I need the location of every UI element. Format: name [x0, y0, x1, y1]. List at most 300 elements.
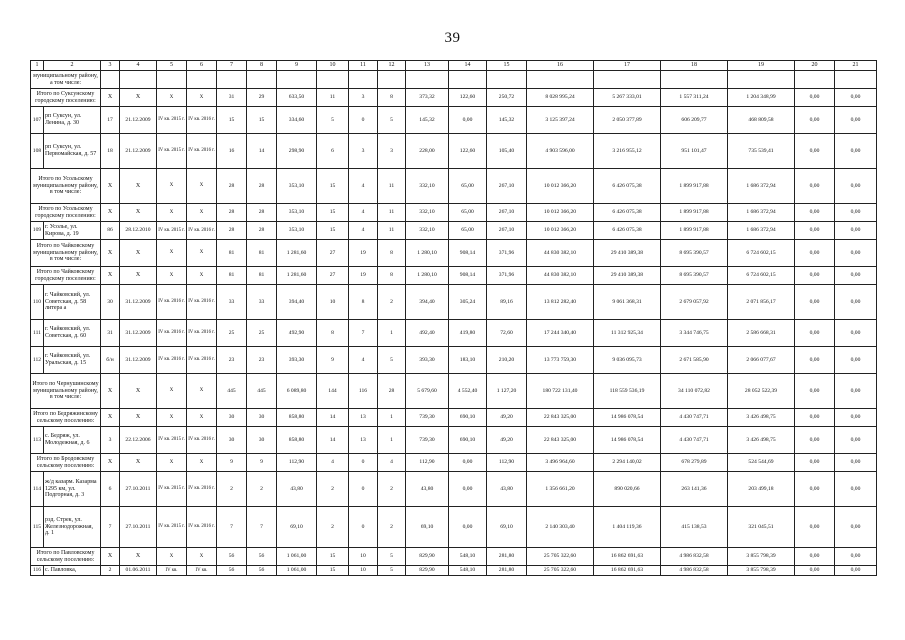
table-cell: 1 899 917,88: [661, 169, 728, 204]
column-number-15: 15: [487, 61, 527, 71]
table-cell: 8: [317, 320, 349, 347]
table-cell: 8: [378, 240, 406, 267]
table-cell: 31.12.2009: [120, 320, 157, 347]
table-cell: 14: [317, 409, 349, 427]
table-cell: 0,00: [835, 240, 877, 267]
table-cell: 735 539,41: [728, 134, 795, 169]
table-cell: 11 312 925,34: [594, 320, 661, 347]
table-cell: 25: [247, 320, 277, 347]
table-cell: 17 244 340,40: [527, 320, 594, 347]
table-cell: 0,00: [795, 134, 835, 169]
table-cell: 10: [317, 285, 349, 320]
table-cell: 10 012 366,20: [527, 222, 594, 240]
table-row: [31, 347, 877, 374]
table-cell: X: [187, 548, 217, 566]
column-number-21: 21: [835, 61, 877, 71]
row-number: 114: [31, 472, 44, 507]
table-cell: 1 899 917,88: [661, 222, 728, 240]
table-cell: 0,00: [795, 548, 835, 566]
column-number-9: 9: [277, 61, 317, 71]
table-cell: 445: [247, 374, 277, 409]
table-cell: [157, 71, 187, 89]
table-cell: 0,00: [835, 222, 877, 240]
table-cell: 332,10: [406, 169, 449, 204]
table-cell: 28: [217, 222, 247, 240]
table-cell: 8: [349, 285, 378, 320]
table-cell: 298,90: [277, 134, 317, 169]
column-number-17: 17: [594, 61, 661, 71]
table-cell: 5: [378, 347, 406, 374]
table-cell: 492,40: [406, 320, 449, 347]
table-cell: 739,30: [406, 427, 449, 454]
table-cell: [527, 71, 594, 89]
table-cell: 0: [349, 507, 378, 548]
table-cell: 4: [349, 169, 378, 204]
table-cell: 1: [378, 320, 406, 347]
table-cell: 0,00: [795, 240, 835, 267]
table-cell: X: [157, 409, 187, 427]
table-cell: 4 430 747,71: [661, 427, 728, 454]
column-number-11: 11: [349, 61, 378, 71]
address-cell: г. Чайковский, ул. Уральская, д. 15: [44, 347, 101, 374]
summary-label: Итого по Усольскому городскому поселению:: [31, 204, 101, 222]
summary-row: [31, 89, 877, 107]
table-cell: X: [120, 374, 157, 409]
column-number-8: 8: [247, 61, 277, 71]
table-cell: 56: [217, 548, 247, 566]
table-cell: 116: [349, 374, 378, 409]
table-cell: 0,00: [835, 566, 877, 576]
table-cell: IV кв. 2016 г.: [187, 222, 217, 240]
table-cell: 373,32: [406, 89, 449, 107]
table-cell: 890 020,66: [594, 472, 661, 507]
table-cell: 524 544,69: [728, 454, 795, 472]
table-cell: 81: [247, 240, 277, 267]
table-cell: 122,60: [449, 89, 487, 107]
table-cell: IV кв. 2015 г.: [157, 427, 187, 454]
table-cell: X: [157, 548, 187, 566]
table-cell: 858,80: [277, 409, 317, 427]
table-cell: IV кв. 2016 г.: [157, 347, 187, 374]
table-cell: 394,40: [406, 285, 449, 320]
table-cell: 0,00: [835, 134, 877, 169]
table-cell: 8 695 390,57: [661, 240, 728, 267]
table-cell: 2: [217, 472, 247, 507]
table-cell: 11: [317, 89, 349, 107]
table-cell: 17: [101, 107, 120, 134]
table-cell: X: [187, 169, 217, 204]
table-cell: 0,00: [795, 472, 835, 507]
table-cell: IV кв. 2016 г.: [187, 507, 217, 548]
table-cell: 0,00: [449, 472, 487, 507]
table-cell: 30: [247, 427, 277, 454]
summary-label: Итого по Усольскому муниципальному району, в том числе:: [31, 169, 101, 204]
table-cell: 250,72: [487, 89, 527, 107]
table-cell: 65,00: [449, 204, 487, 222]
table-cell: 69,10: [277, 507, 317, 548]
table-cell: 1 686 372,94: [728, 169, 795, 204]
table-row: [31, 427, 877, 454]
table-cell: 44 830 382,10: [527, 267, 594, 285]
table-cell: 0,00: [795, 507, 835, 548]
table-cell: 858,80: [277, 427, 317, 454]
table-cell: 678 279,89: [661, 454, 728, 472]
table-cell: IV кв. 2016 г.: [187, 134, 217, 169]
table-cell: 29: [247, 89, 277, 107]
table-cell: [349, 71, 378, 89]
table-cell: IV кв. 2015 г.: [157, 472, 187, 507]
table-cell: 2: [317, 507, 349, 548]
address-cell: рп Суксун, ул. Первомайская, д. 57: [44, 134, 101, 169]
table-cell: [317, 71, 349, 89]
column-number-18: 18: [661, 61, 728, 71]
table-cell: [661, 71, 728, 89]
table-cell: 29 410 389,38: [594, 240, 661, 267]
row-number: 113: [31, 427, 44, 454]
table-cell: 0,00: [835, 548, 877, 566]
table-cell: 1 281,60: [277, 267, 317, 285]
table-cell: 10 012 366,20: [527, 169, 594, 204]
table-cell: 1 404 119,36: [594, 507, 661, 548]
table-cell: 3: [101, 427, 120, 454]
table-cell: 49,20: [487, 427, 527, 454]
table-cell: 1 356 661,20: [527, 472, 594, 507]
table-cell: 445: [217, 374, 247, 409]
table-cell: 15: [247, 107, 277, 134]
table-cell: 0,00: [795, 454, 835, 472]
table-cell: 16: [217, 134, 247, 169]
table-cell: 7: [217, 507, 247, 548]
table-cell: 1 280,10: [406, 267, 449, 285]
column-number-1: 1: [31, 61, 44, 71]
table-cell: 739,30: [406, 409, 449, 427]
table-cell: 11: [378, 169, 406, 204]
table-cell: IV кв. 2015 г.: [157, 222, 187, 240]
address-cell: г. Чайковский, ул. Советская, д. 58 литера а: [44, 285, 101, 320]
table-cell: 56: [217, 566, 247, 576]
table-cell: X: [101, 240, 120, 267]
table-cell: 267,10: [487, 169, 527, 204]
table-cell: 5: [317, 107, 349, 134]
table-cell: 112,90: [487, 454, 527, 472]
table-cell: 29 410 389,38: [594, 267, 661, 285]
table-cell: 13: [349, 427, 378, 454]
table-cell: 81: [247, 267, 277, 285]
table-cell: IV кв. 2016 г.: [187, 427, 217, 454]
table-cell: 0,00: [795, 409, 835, 427]
table-cell: [247, 71, 277, 89]
table-cell: 0,00: [835, 454, 877, 472]
column-number-5: 5: [157, 61, 187, 71]
table-cell: 8 028 995,24: [527, 89, 594, 107]
housing-program-table: [30, 60, 877, 576]
table-cell: 548,10: [449, 566, 487, 576]
table-cell: 180 722 131,40: [527, 374, 594, 409]
table-cell: 30: [217, 409, 247, 427]
table-cell: IV кв. 2015 г.: [157, 107, 187, 134]
table-cell: 3 426 498,75: [728, 427, 795, 454]
table-cell: 9 061 368,31: [594, 285, 661, 320]
table-cell: 0: [349, 454, 378, 472]
table-cell: 25: [217, 320, 247, 347]
table-cell: 0,00: [795, 107, 835, 134]
table-cell: 11: [378, 222, 406, 240]
table-cell: 3 426 498,75: [728, 409, 795, 427]
table-cell: [406, 71, 449, 89]
table-cell: 0,00: [835, 409, 877, 427]
table-cell: 31: [217, 89, 247, 107]
table-cell: 5: [378, 548, 406, 566]
table-cell: 371,96: [487, 240, 527, 267]
table-cell: 1 686 372,94: [728, 222, 795, 240]
table-cell: 4 552,40: [449, 374, 487, 409]
table-cell: 334,60: [277, 107, 317, 134]
table-cell: 4 986 832,58: [661, 566, 728, 576]
table-cell: 8: [378, 89, 406, 107]
table-cell: 30: [217, 427, 247, 454]
table-cell: X: [101, 374, 120, 409]
table-cell: 9: [217, 454, 247, 472]
table-cell: 606 209,77: [661, 107, 728, 134]
table-cell: 0,00: [449, 454, 487, 472]
table-cell: 4 903 596,00: [527, 134, 594, 169]
table-cell: [487, 71, 527, 89]
table-cell: 0,00: [795, 320, 835, 347]
address-cell: рп Суксун, ул. Ленина, д. 30: [44, 107, 101, 134]
table-cell: 28: [378, 374, 406, 409]
summary-row: [31, 240, 877, 267]
row-number: 108: [31, 134, 44, 169]
table-cell: X: [157, 454, 187, 472]
table-cell: 0,00: [795, 204, 835, 222]
table-cell: 34 110 072,82: [661, 374, 728, 409]
table-cell: 321 045,51: [728, 507, 795, 548]
table-cell: [795, 71, 835, 89]
column-number-16: 16: [527, 61, 594, 71]
table-cell: 112,90: [277, 454, 317, 472]
table-cell: 30: [247, 409, 277, 427]
table-cell: 0,00: [835, 89, 877, 107]
row-number: 115: [31, 507, 44, 548]
table-cell: 2 679 057,92: [661, 285, 728, 320]
table-cell: 0,00: [835, 472, 877, 507]
table-cell: 4: [349, 347, 378, 374]
table-cell: 9: [317, 347, 349, 374]
table-cell: 305,24: [449, 285, 487, 320]
table-cell: 28: [247, 204, 277, 222]
table-cell: 28 052 522,39: [728, 374, 795, 409]
table-cell: 28: [217, 204, 247, 222]
table-cell: 4 430 747,71: [661, 409, 728, 427]
table-cell: 2 071 856,17: [728, 285, 795, 320]
table-cell: 6: [317, 134, 349, 169]
table-cell: 2 066 077,67: [728, 347, 795, 374]
table-cell: X: [120, 409, 157, 427]
table-cell: 27: [317, 267, 349, 285]
table-cell: X: [187, 454, 217, 472]
table-cell: 492,90: [277, 320, 317, 347]
column-number-2: 2: [44, 61, 101, 71]
table-cell: 393,30: [406, 347, 449, 374]
table-cell: X: [101, 409, 120, 427]
table-cell: 0,00: [835, 204, 877, 222]
table-cell: X: [120, 89, 157, 107]
table-cell: 13: [349, 409, 378, 427]
table-cell: [187, 71, 217, 89]
table-cell: 4 986 832,58: [661, 548, 728, 566]
table-cell: 21.12.2009: [120, 107, 157, 134]
table-cell: 16 862 691,63: [594, 566, 661, 576]
summary-label: Итого по Бродовскому сельскому поселению:: [31, 454, 101, 472]
table-cell: 23: [217, 347, 247, 374]
table-cell: 0,00: [835, 427, 877, 454]
summary-row: [31, 71, 877, 89]
table-cell: 10 012 366,20: [527, 204, 594, 222]
table-cell: 19: [349, 240, 378, 267]
table-cell: 1 127,20: [487, 374, 527, 409]
table-cell: 25 705 322,60: [527, 548, 594, 566]
table-cell: 105,40: [487, 134, 527, 169]
table-cell: IV кв. 2016 г.: [187, 347, 217, 374]
table-cell: 0,00: [835, 169, 877, 204]
summary-label: Итого по Суксунскому городскому поселению:: [31, 89, 101, 107]
table-cell: 10: [349, 566, 378, 576]
table-cell: 31.12.2009: [120, 285, 157, 320]
table-cell: IV кв. 2015 г.: [157, 134, 187, 169]
table-cell: 2 050 377,89: [594, 107, 661, 134]
table-cell: 25 705 322,60: [527, 566, 594, 576]
table-cell: 0: [349, 107, 378, 134]
table-cell: 15: [217, 107, 247, 134]
table-cell: 183,10: [449, 347, 487, 374]
table-cell: 371,96: [487, 267, 527, 285]
table-row: [31, 222, 877, 240]
table-cell: IV кв. 2016 г.: [157, 320, 187, 347]
table-cell: 65,00: [449, 169, 487, 204]
table-cell: б/н: [101, 347, 120, 374]
table-cell: 19: [349, 267, 378, 285]
table-cell: 5: [378, 107, 406, 134]
table-cell: 72,60: [487, 320, 527, 347]
table-cell: 0,00: [835, 347, 877, 374]
table-cell: 2: [378, 507, 406, 548]
table-cell: 4: [378, 454, 406, 472]
table-row: [31, 320, 877, 347]
table-cell: IV кв. 2016 г.: [187, 472, 217, 507]
table-cell: 01.06.2011: [120, 566, 157, 576]
table-cell: X: [120, 169, 157, 204]
table-cell: [101, 71, 120, 89]
table-cell: 27: [317, 240, 349, 267]
table-cell: IV кв.: [187, 566, 217, 576]
table-cell: 13 773 759,30: [527, 347, 594, 374]
table-cell: X: [101, 169, 120, 204]
table-cell: IV кв. 2015 г.: [157, 507, 187, 548]
table-cell: 210,20: [487, 347, 527, 374]
table-cell: 3 344 746,75: [661, 320, 728, 347]
table-cell: 27.10.2011: [120, 507, 157, 548]
table-cell: X: [187, 267, 217, 285]
column-number-7: 7: [217, 61, 247, 71]
table-cell: 332,10: [406, 204, 449, 222]
table-cell: 81: [217, 240, 247, 267]
summary-label: Итого по Павловскому сельскому поселению:: [31, 548, 101, 566]
summary-label: Итого по Чайковскому муниципальному району, в том числе:: [31, 240, 101, 267]
table-cell: 1 557 311,24: [661, 89, 728, 107]
column-number-6: 6: [187, 61, 217, 71]
table-cell: 419,80: [449, 320, 487, 347]
table-cell: 2 140 303,40: [527, 507, 594, 548]
table-cell: 14 986 078,54: [594, 409, 661, 427]
table-cell: 27.10.2011: [120, 472, 157, 507]
column-number-13: 13: [406, 61, 449, 71]
table-body: [31, 71, 877, 576]
table-cell: [217, 71, 247, 89]
table-cell: X: [187, 204, 217, 222]
table-cell: 829,90: [406, 566, 449, 576]
table-cell: 6 089,80: [277, 374, 317, 409]
table-cell: 203 499,18: [728, 472, 795, 507]
table-cell: 43,80: [277, 472, 317, 507]
table-cell: 2: [378, 285, 406, 320]
table-cell: 16 862 691,63: [594, 548, 661, 566]
table-cell: 28: [217, 169, 247, 204]
table-cell: X: [187, 240, 217, 267]
table-cell: 9: [247, 454, 277, 472]
row-number: 112: [31, 347, 44, 374]
column-number-19: 19: [728, 61, 795, 71]
table-cell: 394,40: [277, 285, 317, 320]
table-cell: 33: [217, 285, 247, 320]
table-cell: 28.12.2010: [120, 222, 157, 240]
table-cell: X: [101, 204, 120, 222]
table-cell: 5 679,60: [406, 374, 449, 409]
table-cell: 22 843 325,00: [527, 409, 594, 427]
table-cell: 1 061,00: [277, 548, 317, 566]
summary-row: [31, 374, 877, 409]
table-cell: 15: [317, 204, 349, 222]
table-cell: 22 843 325,00: [527, 427, 594, 454]
table-cell: 112,90: [406, 454, 449, 472]
table-cell: 89,16: [487, 285, 527, 320]
table-cell: 267,10: [487, 222, 527, 240]
table-cell: 281,80: [487, 566, 527, 576]
address-cell: рзд. Стрек, ул. Железнодорожная, д. 1: [44, 507, 101, 548]
table-cell: 1: [378, 409, 406, 427]
table-cell: 30: [101, 285, 120, 320]
table-cell: 228,00: [406, 134, 449, 169]
summary-label: Итого по Чернушинскому муниципальному району, в том числе:: [31, 374, 101, 409]
table-cell: X: [187, 89, 217, 107]
table-cell: X: [120, 240, 157, 267]
table-cell: 6: [101, 472, 120, 507]
table-cell: 118 559 536,19: [594, 374, 661, 409]
column-number-14: 14: [449, 61, 487, 71]
table-cell: 353,10: [277, 204, 317, 222]
table-cell: 690,10: [449, 427, 487, 454]
summary-label: муниципальному району, а том числе:: [31, 71, 101, 89]
table-cell: 353,10: [277, 169, 317, 204]
table-cell: 0,00: [795, 222, 835, 240]
table-cell: 468 809,58: [728, 107, 795, 134]
table-cell: IV кв. 2016 г.: [187, 285, 217, 320]
table-cell: 86: [101, 222, 120, 240]
address-cell: г. Усолье, ул. Кирова, д. 19: [44, 222, 101, 240]
table-cell: 2: [317, 472, 349, 507]
table-cell: [449, 71, 487, 89]
row-number: 116: [31, 566, 44, 576]
table-cell: 8 695 390,57: [661, 267, 728, 285]
